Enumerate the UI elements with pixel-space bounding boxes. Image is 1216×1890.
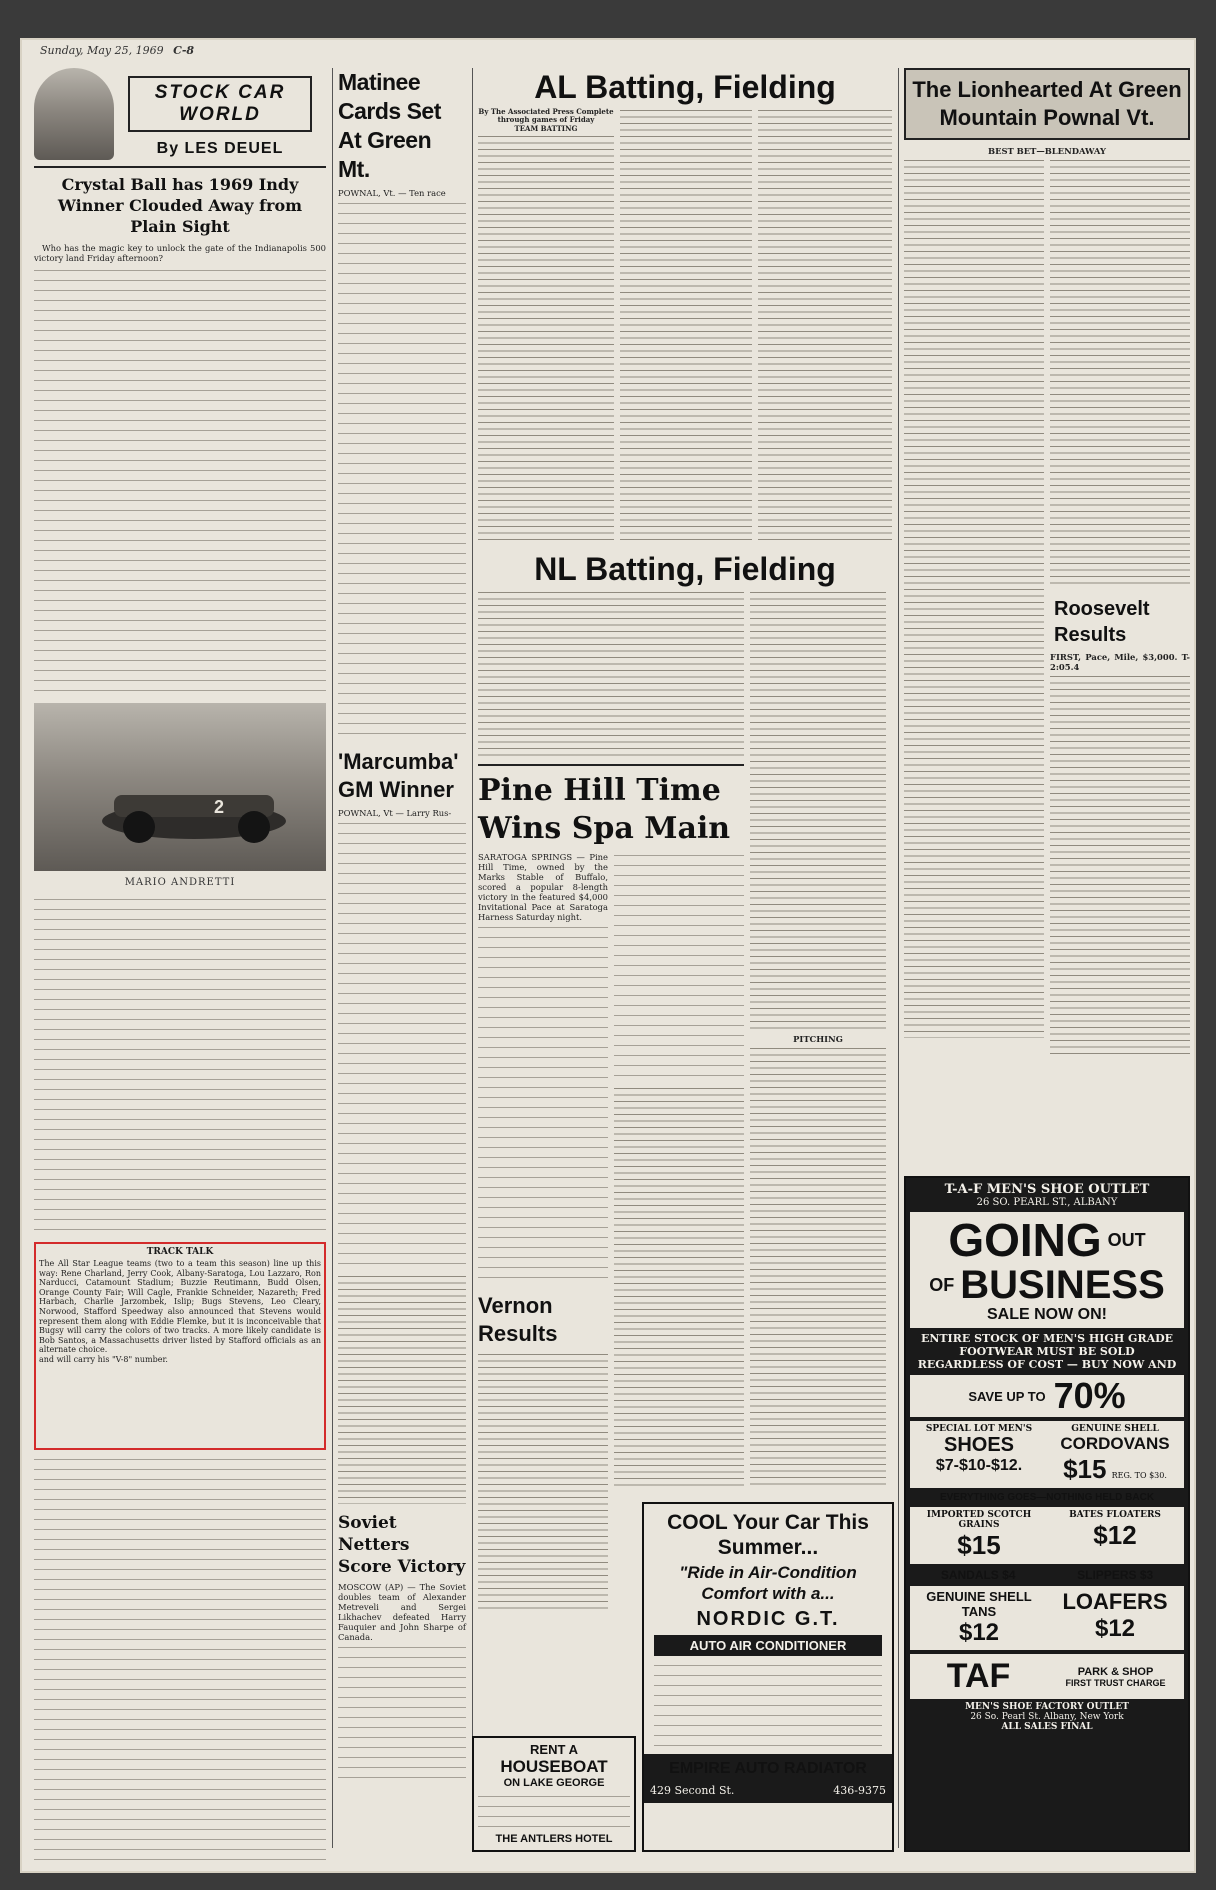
article-body-continued bbox=[34, 896, 326, 1236]
nl-title: NL Batting, Fielding bbox=[534, 551, 836, 587]
column-header bbox=[34, 68, 326, 168]
taf-of: OF bbox=[929, 1274, 955, 1295]
taf-loaf-price: $12 bbox=[1094, 1615, 1136, 1642]
nl-pitching-table bbox=[750, 1046, 886, 1486]
marcumba-results bbox=[338, 1274, 466, 1504]
soviet-headline: Soviet Netters Score Victory bbox=[338, 1513, 466, 1577]
track-talk-box bbox=[34, 1242, 326, 1450]
taf-first-trust: FIRST TRUST CHARGE bbox=[1065, 1677, 1166, 1688]
taf-business: BUSINESS bbox=[960, 1263, 1165, 1307]
vernon-results bbox=[478, 1352, 608, 1612]
taf-going: GOING bbox=[948, 1214, 1102, 1266]
folio bbox=[40, 44, 320, 64]
pine-hill-dateline: SARATOGA SPRINGS — Pine Hill Time, owned by the Marks Stable of Buffalo, scored a popular 8-length victory in the featured $4,000 Invitational Pace at Saratoga Harness Saturday night. bbox=[478, 852, 608, 922]
lionhearted-title: The Lionhearted At Green Mountain Pownal Vt. bbox=[912, 77, 1182, 130]
marcumba-dateline: POWNAL, Vt — Larry Rus- bbox=[338, 808, 452, 818]
ad-houseboat bbox=[472, 1736, 636, 1852]
cool-brand: NORDIC G.T. bbox=[696, 1608, 840, 1630]
pine-hill-headline: Pine Hill Time Wins Spa Main bbox=[478, 773, 731, 846]
entries-left bbox=[904, 158, 1044, 1038]
page-number: C-8 bbox=[173, 44, 195, 57]
taf-going-out bbox=[910, 1212, 1184, 1328]
pine-hill-results bbox=[614, 1086, 744, 1486]
taf-factory: MEN'S SHOE FACTORY OUTLET bbox=[965, 1702, 1129, 1712]
track-talk-closing: and will carry his "V-8" number. bbox=[39, 1354, 168, 1364]
byline: By LES DEUEL bbox=[156, 140, 284, 157]
empire-shop: EMPIRE AUTO RADIATOR bbox=[669, 1760, 867, 1777]
nl-stats bbox=[478, 590, 892, 1612]
svg-text:2: 2 bbox=[214, 797, 225, 817]
lede: Who has the magic key to unlock the gate of the Indianapolis 500 victory land Friday afternoon? bbox=[34, 243, 326, 263]
taf-imported: IMPORTED SCOTCH GRAINS bbox=[926, 1510, 1032, 1530]
pine-hill-body-2 bbox=[614, 852, 744, 1082]
empire-phone: 436-9375 bbox=[833, 1784, 886, 1797]
marcumba-body bbox=[338, 820, 466, 1270]
cool-sub: "Ride in Air-Condition Comfort with a... bbox=[679, 1563, 857, 1603]
column-racing bbox=[338, 68, 466, 1784]
taf-scotch-price: $15 bbox=[957, 1530, 1001, 1560]
houseboat-copy bbox=[478, 1793, 630, 1829]
article-body bbox=[34, 267, 326, 697]
roosevelt-first: FIRST, Pace, Mile, $3,000. T-2:05.4 bbox=[1050, 652, 1190, 672]
taf-shoe-prices: $7-$10-$12. bbox=[935, 1457, 1023, 1474]
ad-taf-shoes bbox=[904, 1176, 1190, 1852]
cool-features bbox=[654, 1662, 882, 1748]
taf-loafers: LOAFERS bbox=[1062, 1589, 1168, 1614]
houseboat-l1: RENT A bbox=[530, 1742, 578, 1757]
roosevelt-results bbox=[1050, 674, 1190, 1054]
taf-park: PARK & SHOP bbox=[1077, 1665, 1154, 1678]
matinee-dateline: POWNAL, Vt. — Ten race bbox=[338, 188, 446, 198]
pine-hill-story bbox=[478, 764, 744, 1612]
al-team-header: TEAM BATTING bbox=[514, 124, 578, 133]
al-credit: By The Associated Press Complete through games of Friday bbox=[478, 107, 614, 124]
empire-footer bbox=[644, 1754, 892, 1803]
taf-shell-tans: GENUINE SHELL TANS bbox=[926, 1589, 1032, 1619]
al-stats bbox=[478, 108, 892, 544]
taf-tans-price: $12 bbox=[958, 1619, 1000, 1646]
matinee-body bbox=[338, 200, 466, 740]
pitching-label: PITCHING bbox=[793, 1034, 843, 1044]
houseboat-l4: THE ANTLERS HOTEL bbox=[495, 1833, 613, 1845]
taf-bates-price: $12 bbox=[1093, 1520, 1137, 1550]
taf-cord-reg: REG. TO $30. bbox=[1111, 1471, 1167, 1480]
race-car-illustration bbox=[34, 703, 326, 871]
taf-sale: SALE NOW ON! bbox=[987, 1306, 1107, 1323]
columnist-photo bbox=[34, 68, 114, 160]
taf-shoes: SHOES bbox=[943, 1434, 1015, 1456]
taf-entire: ENTIRE STOCK OF MEN'S HIGH GRADE FOOTWEAR MUST BE SOLD REGARDLESS OF COST — BUY NOW AND bbox=[917, 1332, 1177, 1371]
houseboat-l2: HOUSEBOAT bbox=[500, 1757, 608, 1776]
column-rule bbox=[472, 68, 473, 1848]
taf-cord-price: $15 bbox=[1063, 1454, 1107, 1484]
dateline: Sunday, May 25, 1969 bbox=[40, 44, 164, 57]
empire-addr: 429 Second St. bbox=[650, 1784, 735, 1797]
al-table-2 bbox=[620, 108, 752, 544]
al-table-3 bbox=[758, 108, 892, 544]
matinee-headline: Matinee Cards Set At Green Mt. bbox=[338, 69, 441, 182]
taf-out: OUT bbox=[1107, 1229, 1146, 1250]
taf-final: ALL SALES FINAL bbox=[1001, 1722, 1093, 1732]
column-baseball bbox=[478, 68, 892, 1612]
taf-save: SAVE UP TO bbox=[968, 1388, 1046, 1404]
column-rule bbox=[332, 68, 333, 1848]
taf-slippers: SLIPPERS $3 bbox=[1077, 1568, 1154, 1582]
nl-table-1 bbox=[478, 590, 744, 758]
race-entries bbox=[904, 158, 1190, 1054]
taf-genuine: GENUINE SHELL bbox=[1071, 1424, 1159, 1434]
soviet-body bbox=[338, 1644, 466, 1784]
track-talk-text: The All Star League teams (two to a team this season) line up this way: Rene Charland, Jerry Cook, Albany-Saratoga, Lou Lazzaro, Ron Narducci, Catamount Stadium; Buzzie Reutimann, Budd Olsen, Orange County Fair; Will Cagle, Frankie Schneider, Nazareth; Fred Harbach, Charlie Jarzombek, Islip; Bugs Stevens, Leo Cleary, Norwood, Stafford Speedway also announced that Stevens would represent them along with Eddie Flemke, but it is inconceivable that Bugsy will carry the colors of two tracks. A more likely candidate is Bob Santos, a Massachusetts driver listed by Stafford officials as an alternate choice. bbox=[39, 1259, 321, 1355]
race-car-photo bbox=[34, 703, 326, 871]
soviet-dateline: MOSCOW (AP) — The Soviet doubles team of Alexander Metreveli and Sergei Likhachev defeated Harry Fauquier and John Sharpe of Canada. bbox=[338, 1582, 466, 1642]
column-rule bbox=[898, 68, 899, 1848]
track-talk-title: TRACK TALK bbox=[146, 1247, 214, 1257]
taf-special: SPECIAL LOT MEN'S bbox=[925, 1424, 1033, 1434]
best-bet: BEST BET—BLENDAWAY bbox=[987, 146, 1106, 156]
taf-everything: EVERYTHING GOES—NOTHING HELD BACK bbox=[939, 1492, 1155, 1503]
newspaper-page bbox=[20, 38, 1196, 1873]
taf-pct: 70% bbox=[1053, 1375, 1126, 1416]
headline: Crystal Ball has 1969 Indy Winner Clouded Away from Plain Sight bbox=[57, 175, 303, 236]
marcumba-headline: 'Marcumba' GM Winner bbox=[338, 749, 459, 802]
houseboat-l3: ON LAKE GEORGE bbox=[503, 1777, 605, 1789]
cool-type: AUTO AIR CONDITIONER bbox=[654, 1635, 882, 1656]
roosevelt-title: Roosevelt Results bbox=[1054, 598, 1150, 646]
pine-hill-body bbox=[478, 924, 608, 1284]
al-table-1 bbox=[478, 134, 614, 544]
lionhearted-banner bbox=[904, 68, 1190, 140]
vernon-title: Vernon Results bbox=[478, 1293, 558, 1346]
entries-right bbox=[1050, 158, 1190, 588]
taf-factory-addr: 26 So. Pearl St. Albany, New York bbox=[970, 1712, 1124, 1722]
taf-cordovans: CORDOVANS bbox=[1060, 1434, 1170, 1453]
ad-nordic-air bbox=[642, 1502, 894, 1852]
nl-table-2 bbox=[750, 590, 886, 1030]
photo-caption: MARIO ANDRETTI bbox=[124, 877, 236, 888]
taf-top: T-A-F MEN'S SHOE OUTLET bbox=[944, 1182, 1150, 1197]
column-stock-car-world bbox=[34, 68, 326, 1864]
article-body-tail bbox=[34, 1456, 326, 1864]
taf-addr: 26 SO. PEARL ST., ALBANY bbox=[976, 1197, 1118, 1208]
column-logo: STOCK CAR WORLD bbox=[128, 76, 312, 132]
cool-title: COOL Your Car This Summer... bbox=[667, 1511, 869, 1559]
taf-logo: TAF bbox=[946, 1657, 1011, 1695]
al-title: AL Batting, Fielding bbox=[534, 69, 836, 105]
taf-sandals: SANDALS $4 bbox=[940, 1568, 1016, 1582]
taf-bates: BATES FLOATERS bbox=[1069, 1510, 1161, 1520]
column-lionhearted bbox=[904, 68, 1190, 1054]
